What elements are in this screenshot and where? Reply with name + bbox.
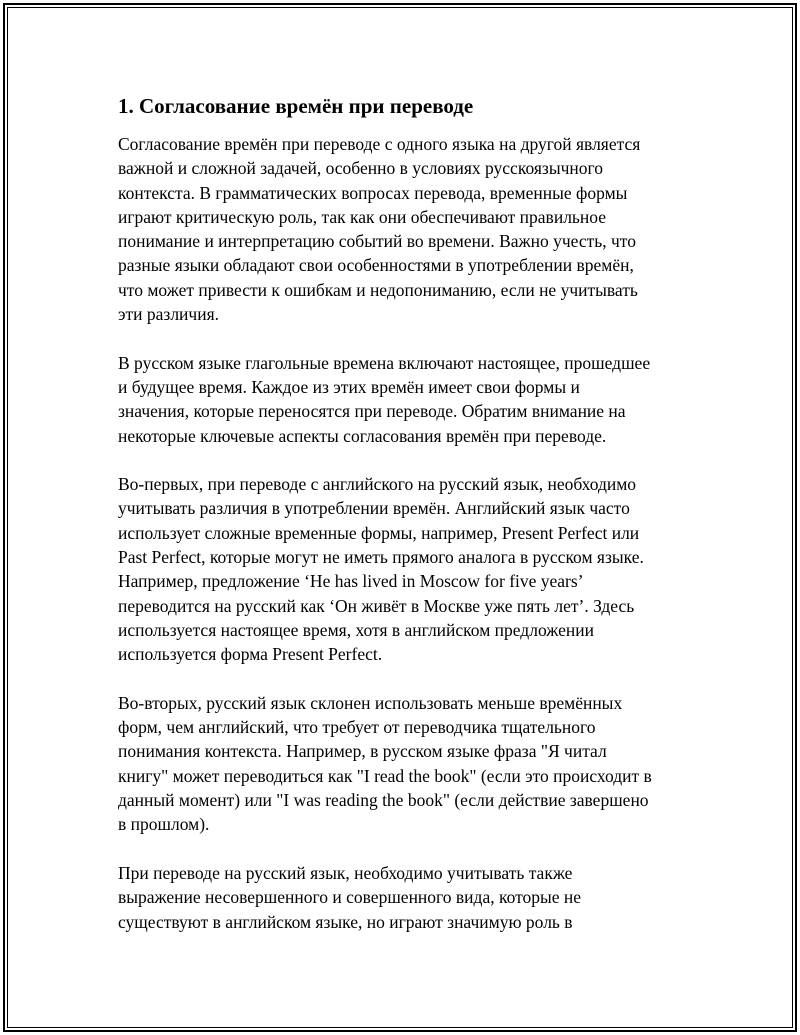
text-line: данный момент) или "I was reading the book" (если действие завершено: [118, 790, 649, 811]
text-line: что может привести к ошибкам и недопониманию, если не учитывать: [118, 279, 638, 300]
section-heading: 1. Согласование времён при переводе: [118, 94, 474, 118]
text-line: Согласование времён при переводе с одного языка на другой является: [118, 134, 641, 154]
text-line: в прошлом).: [118, 814, 210, 835]
text-line: понимания контекста. Например, в русском языке фраза "Я читал: [118, 741, 607, 762]
text-line: При переводе на русский язык, необходимо учитывать также: [118, 862, 573, 883]
text-line: используется форма Present Perfect.: [118, 644, 383, 665]
text-line: значения, которые переносятся при переводе. Обратим внимание на: [118, 401, 626, 422]
text-line: использует сложные временные формы, например, Present Perfect или: [118, 522, 640, 543]
text-line: понимание и интерпретацию событий во времени. Важно учесть, что: [118, 231, 636, 252]
text-line: Past Perfect, которые могут не иметь прямого аналога в русском языке.: [118, 547, 644, 568]
paragraph-1: [118, 132, 698, 326]
text-line: и будущее время. Каждое из этих времён имеет свои формы и: [118, 376, 580, 397]
document-body: [118, 92, 698, 958]
text-line: некоторые ключевые аспекты согласования времён при переводе.: [118, 425, 607, 446]
text-line: существуют в английском языке, но играют значимую роль в: [118, 911, 573, 932]
text-line: Во-первых, при переводе с английского на русский язык, необходимо: [118, 474, 637, 495]
text-line: книгу" может переводиться как "I read the book" (если это происходит в: [118, 765, 652, 786]
paragraph-3: [118, 472, 698, 666]
text-line: контекста. В грамматических вопросах перевода, временные формы: [118, 182, 628, 203]
text-line: выражение несовершенного и совершенного вида, которые не: [118, 887, 582, 908]
text-line: учитывать различия в употреблении времён. Английский язык часто: [118, 498, 630, 519]
paragraph-5: [118, 861, 698, 934]
text-line: важной и сложной задачей, особенно в условиях русскоязычного: [118, 158, 603, 179]
text-line: Например, предложение ‘He has lived in Moscow for five years’: [118, 571, 584, 592]
paragraph-4: [118, 691, 698, 837]
text-line: форм, чем английский, что требует от переводчика тщательного: [118, 717, 596, 738]
text-line: используется настоящее время, хотя в английском предложении: [118, 619, 594, 640]
text-line: В русском языке глагольные времена включают настоящее, прошедшее: [118, 352, 651, 373]
text-line: играют критическую роль, так как они обеспечивают правильное: [118, 206, 607, 227]
text-line: разные языки обладают свои особенностями в употреблении времён,: [118, 255, 634, 276]
paragraph-2: [118, 351, 698, 448]
text-line: эти различия.: [118, 304, 220, 325]
text-line: переводится на русский как ‘Он живёт в Москве уже пять лет’. Здесь: [118, 595, 635, 616]
text-line: Во-вторых, русский язык склонен использовать меньше времённых: [118, 692, 623, 713]
